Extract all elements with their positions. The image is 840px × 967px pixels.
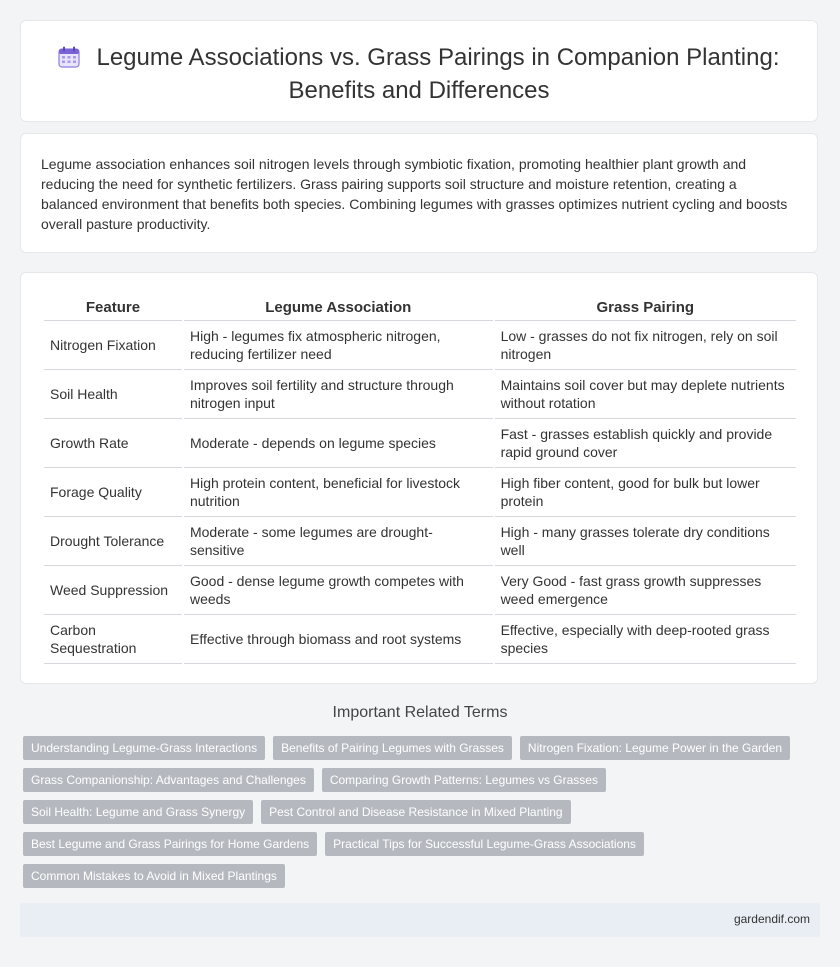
table-row [44,419,796,468]
footer [20,903,820,937]
grass-cell: High fiber content, good for bulk but lower protein [495,468,796,517]
feature-cell: Weed Suppression [44,566,182,615]
legume-cell: High - legumes fix atmospheric nitrogen, reducing fertilizer need [184,321,493,370]
related-term-link[interactable]: Grass Companionship: Advantages and Challenges [23,768,314,792]
feature-cell: Forage Quality [44,468,182,517]
title-card [20,20,818,122]
intro-paragraph: Legume association enhances soil nitrogen levels through symbiotic fixation, promoting healthier plant growth and reducing the need for synthetic fertilizers. Grass pairing supports soil structure and moisture retention, creating a balanced environment that benefits both species. Combining legumes with grasses optimizes nutrient cycling and boosts overall pasture productivity. [41,156,788,232]
related-term-link[interactable]: Common Mistakes to Avoid in Mixed Plantings [23,864,285,888]
table-row [44,615,796,664]
header-grass: Grass Pairing [495,294,796,321]
calendar-icon [58,46,80,76]
related-term-link[interactable]: Practical Tips for Successful Legume-Grass Associations [325,832,644,856]
grass-cell: High - many grasses tolerate dry conditions well [495,517,796,566]
related-term-link[interactable]: Pest Control and Disease Resistance in Mixed Planting [261,800,570,824]
table-row [44,321,796,370]
related-term-link[interactable]: Soil Health: Legume and Grass Synergy [23,800,253,824]
table-row [44,468,796,517]
related-term-link[interactable]: Best Legume and Grass Pairings for Home Gardens [23,832,317,856]
legume-cell: Improves soil fertility and structure through nitrogen input [184,370,493,419]
table-row [44,370,796,419]
legume-cell: High protein content, beneficial for livestock nutrition [184,468,493,517]
feature-cell: Drought Tolerance [44,517,182,566]
table-row [44,566,796,615]
legume-cell: Moderate - depends on legume species [184,419,493,468]
table-row [44,517,796,566]
grass-cell: Low - grasses do not fix nitrogen, rely on soil nitrogen [495,321,796,370]
header-legume: Legume Association [184,294,493,321]
title-line-2: Benefits and Differences [288,77,550,104]
grass-cell: Fast - grasses establish quickly and provide rapid ground cover [495,419,796,468]
grass-cell: Maintains soil cover but may deplete nutrients without rotation [495,370,796,419]
header-feature: Feature [44,294,182,321]
table-header-row [44,294,796,321]
legume-cell: Moderate - some legumes are drought-sensitive [184,517,493,566]
related-term-link[interactable]: Comparing Growth Patterns: Legumes vs Grasses [322,768,606,792]
legume-cell: Good - dense legume growth competes with weeds [184,566,493,615]
related-term-link[interactable]: Nitrogen Fixation: Legume Power in the Garden [520,736,790,760]
related-terms-heading: Important Related Terms [332,704,508,721]
title-line-1: Legume Associations vs. Grass Pairings in Companion Planting: [96,44,780,71]
related-term-link[interactable]: Benefits of Pairing Legumes with Grasses [273,736,512,760]
page-title [21,43,817,106]
legume-cell: Effective through biomass and root systems [184,615,493,664]
grass-cell: Effective, especially with deep-rooted grass species [495,615,796,664]
feature-cell: Nitrogen Fixation [44,321,182,370]
footer-site-name: gardendif.com [733,912,810,926]
comparison-table [42,294,798,664]
intro-card [20,133,818,253]
feature-cell: Carbon Sequestration [44,615,182,664]
related-terms-list [23,736,813,888]
comparison-card [20,272,818,684]
grass-cell: Very Good - fast grass growth suppresses weed emergence [495,566,796,615]
related-term-link[interactable]: Understanding Legume-Grass Interactions [23,736,265,760]
feature-cell: Growth Rate [44,419,182,468]
feature-cell: Soil Health [44,370,182,419]
